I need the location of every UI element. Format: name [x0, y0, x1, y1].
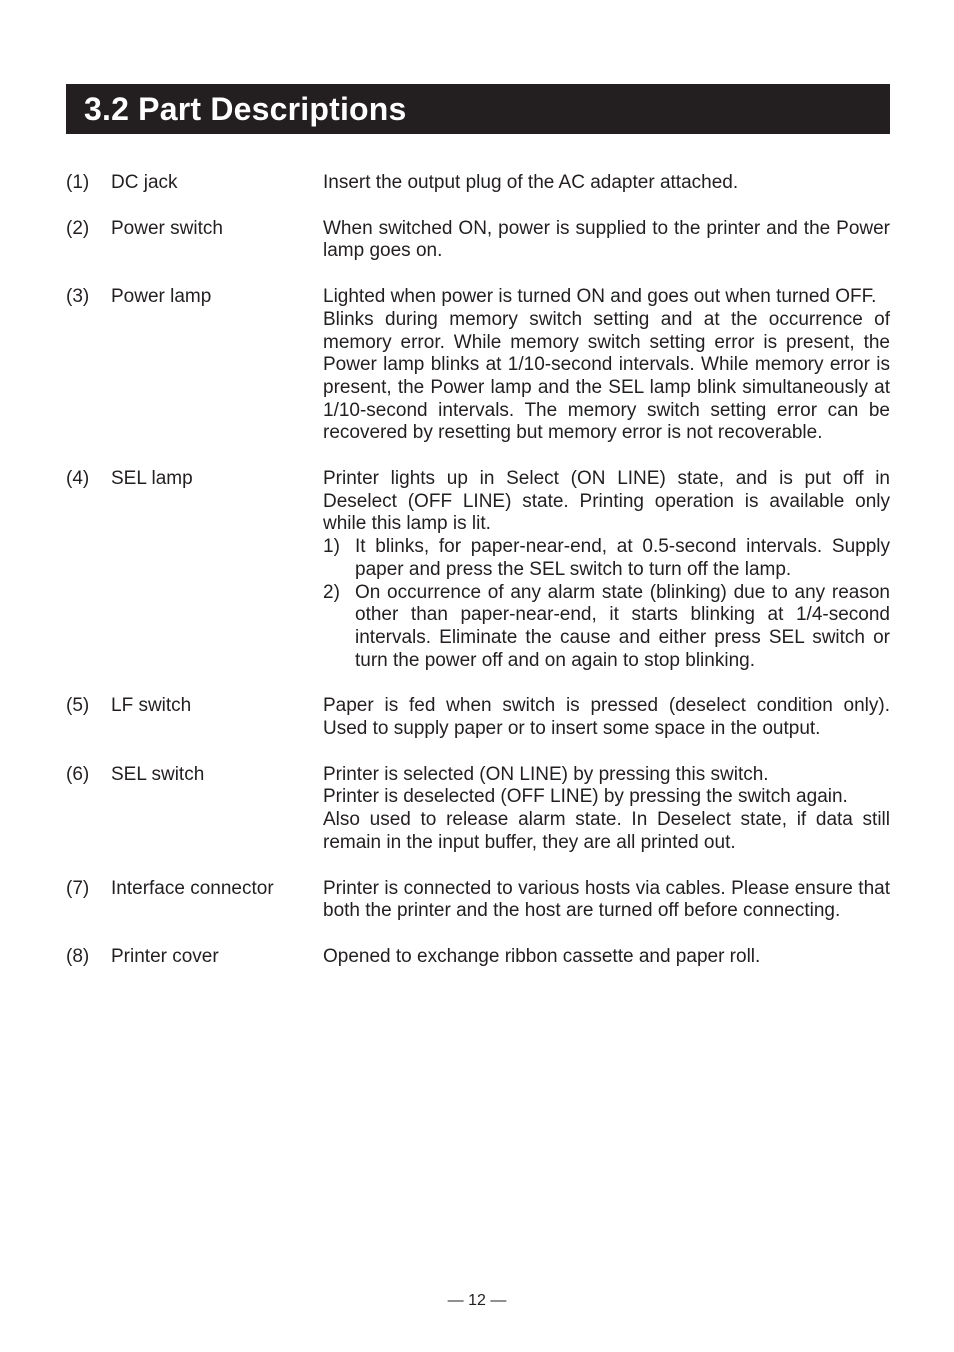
item-number: (8) — [66, 945, 90, 967]
part-item — [66, 695, 890, 740]
description-paragraph: Printer lights up in Select (ON LINE) state, and is put off in Deselect (OFF LINE) state. Printing operation is available only while this lamp is lit. — [323, 468, 890, 535]
description-paragraph: Blinks during memory switch setting and at the occurrence of memory error. While memory switch setting error is present, the Power lamp blinks at 1/10-second intervals. While memory error is present, the Power lamp and the SEL lamp blink simultaneously at 1/10-second intervals. The memory switch setting error can be recovered by resetting but memory error is not recoverable. — [323, 308, 890, 444]
item-name: SEL switch — [111, 763, 205, 785]
section-title: 3.2 Part Descriptions — [84, 91, 407, 127]
description-paragraph: Insert the output plug of the AC adapter attached. — [323, 172, 739, 193]
item-description — [323, 172, 890, 195]
part-item — [66, 764, 890, 855]
item-description — [323, 946, 890, 969]
item-number: (5) — [66, 695, 90, 717]
description-paragraph: Opened to exchange ribbon cassette and paper roll. — [323, 945, 761, 967]
section-header-bar — [66, 84, 890, 134]
item-number: (7) — [66, 877, 90, 899]
numbered-list-item — [323, 536, 890, 581]
description-paragraph: Lighted when power is turned ON and goes out when turned OFF. — [323, 286, 877, 308]
item-description — [323, 468, 890, 672]
part-item — [66, 468, 890, 672]
item-description — [323, 764, 890, 855]
item-name: Power switch — [111, 217, 223, 239]
item-name: DC jack — [111, 172, 178, 193]
description-paragraph: Paper is fed when switch is pressed (deselect condition only). Used to supply paper or to insert some space in the output. — [323, 695, 890, 740]
item-number: (6) — [66, 763, 90, 785]
list-number: 2) — [323, 581, 340, 603]
item-name: Interface connector — [111, 877, 274, 899]
description-paragraph: Printer is selected (ON LINE) by pressing this switch. — [323, 763, 769, 785]
item-name: Power lamp — [111, 286, 212, 308]
description-paragraph: Also used to release alarm state. In Deselect state, if data still remain in the input buffer, they are all printed out. — [323, 809, 890, 853]
part-item — [66, 172, 890, 195]
item-description — [323, 695, 890, 740]
part-item — [66, 286, 890, 445]
description-paragraph: Printer is deselected (OFF LINE) by pressing the switch again. — [323, 786, 848, 808]
description-paragraph: Printer is connected to various hosts via cables. Please ensure that both the printer and the host are turned off before connecting. — [323, 877, 890, 922]
item-description — [323, 286, 890, 445]
item-number: (3) — [66, 286, 90, 308]
list-text: On occurrence of any alarm state (blinking) due to any reason other than paper-near-end, it starts blinking at 1/4-second intervals. Eliminate the cause and either press SEL switch or turn the power off and on again to stop blinking. — [355, 581, 890, 671]
description-paragraph: When switched ON, power is supplied to the printer and the Power lamp goes on. — [323, 217, 890, 262]
list-number: 1) — [323, 536, 340, 558]
part-item — [66, 218, 890, 263]
list-text: It blinks, for paper-near-end, at 0.5-second intervals. Supply paper and press the SEL switch to turn off the lamp. — [355, 536, 890, 580]
part-item — [66, 878, 890, 923]
part-item — [66, 946, 890, 969]
item-number: (2) — [66, 217, 90, 239]
numbered-list-item — [323, 582, 890, 673]
item-number: (1) — [66, 172, 90, 193]
item-description — [323, 878, 890, 923]
item-name: LF switch — [111, 695, 192, 717]
item-number: (4) — [66, 468, 90, 490]
item-name: Printer cover — [111, 945, 219, 967]
part-descriptions-list — [66, 172, 890, 992]
page-number: — 12 — — [447, 1292, 507, 1309]
item-name: SEL lamp — [111, 468, 193, 490]
item-description — [323, 218, 890, 263]
